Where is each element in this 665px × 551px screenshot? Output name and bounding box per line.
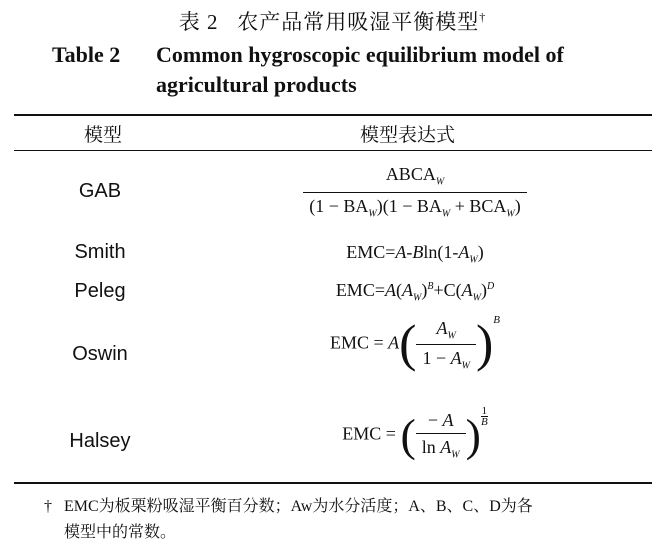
row-name-gab: GAB <box>78 180 122 202</box>
expr-gab <box>180 164 650 219</box>
footnote-line2: 模型中的常数。 <box>64 524 177 541</box>
caption-dagger: † <box>479 10 487 24</box>
footnote-line1: EMC为板栗粉吸湿平衡百分数；Aw为水分活度；A、B、C、D为各 <box>64 498 533 515</box>
table-bottom-rule <box>14 482 652 484</box>
table-caption-en <box>52 40 652 100</box>
table-top-rule <box>14 114 652 116</box>
expr-peleg: $EMC=A(A_W)^B+C(A_W)^D$ <box>335 280 495 304</box>
table-footnote <box>44 494 654 546</box>
row-name-smith: Smith <box>74 241 126 263</box>
row-name-oswin: Oswin <box>72 343 128 365</box>
caption-en-line1: Common hygroscopic equilibrium model of <box>156 42 564 67</box>
row-name-peleg: Peleg <box>74 280 126 302</box>
table-caption-cn <box>0 6 665 36</box>
expr-oswin: EMC = A( $\frac{A_W}{1 - A_W}$ )$^B$ <box>329 314 501 373</box>
header-model: 模型 <box>84 125 123 146</box>
expr-smith: $EMC=A-Bln(1-A_W)$ <box>346 242 484 266</box>
caption-en-line2: agricultural products <box>156 72 357 97</box>
caption-cn-label: 表 2 <box>178 10 219 34</box>
caption-cn-text: 农产品常用吸湿平衡模型 <box>237 10 480 34</box>
header-expression: 模型表达式 <box>360 125 456 146</box>
row-name-halsey: Halsey <box>69 430 131 452</box>
footnote-dagger: † <box>44 498 52 515</box>
table-header-rule <box>14 150 652 151</box>
expr-halsey: EMC = ( $\frac{- A}{\ln A_W}$ ) $\frac{1}{B}$ <box>342 405 488 461</box>
caption-en-label: Table 2 <box>52 42 121 67</box>
gab-fraction: $\frac{ABCA_W}{(1 - BA_W)(1 - BA_W + BCA_W)}$ <box>296 164 534 219</box>
